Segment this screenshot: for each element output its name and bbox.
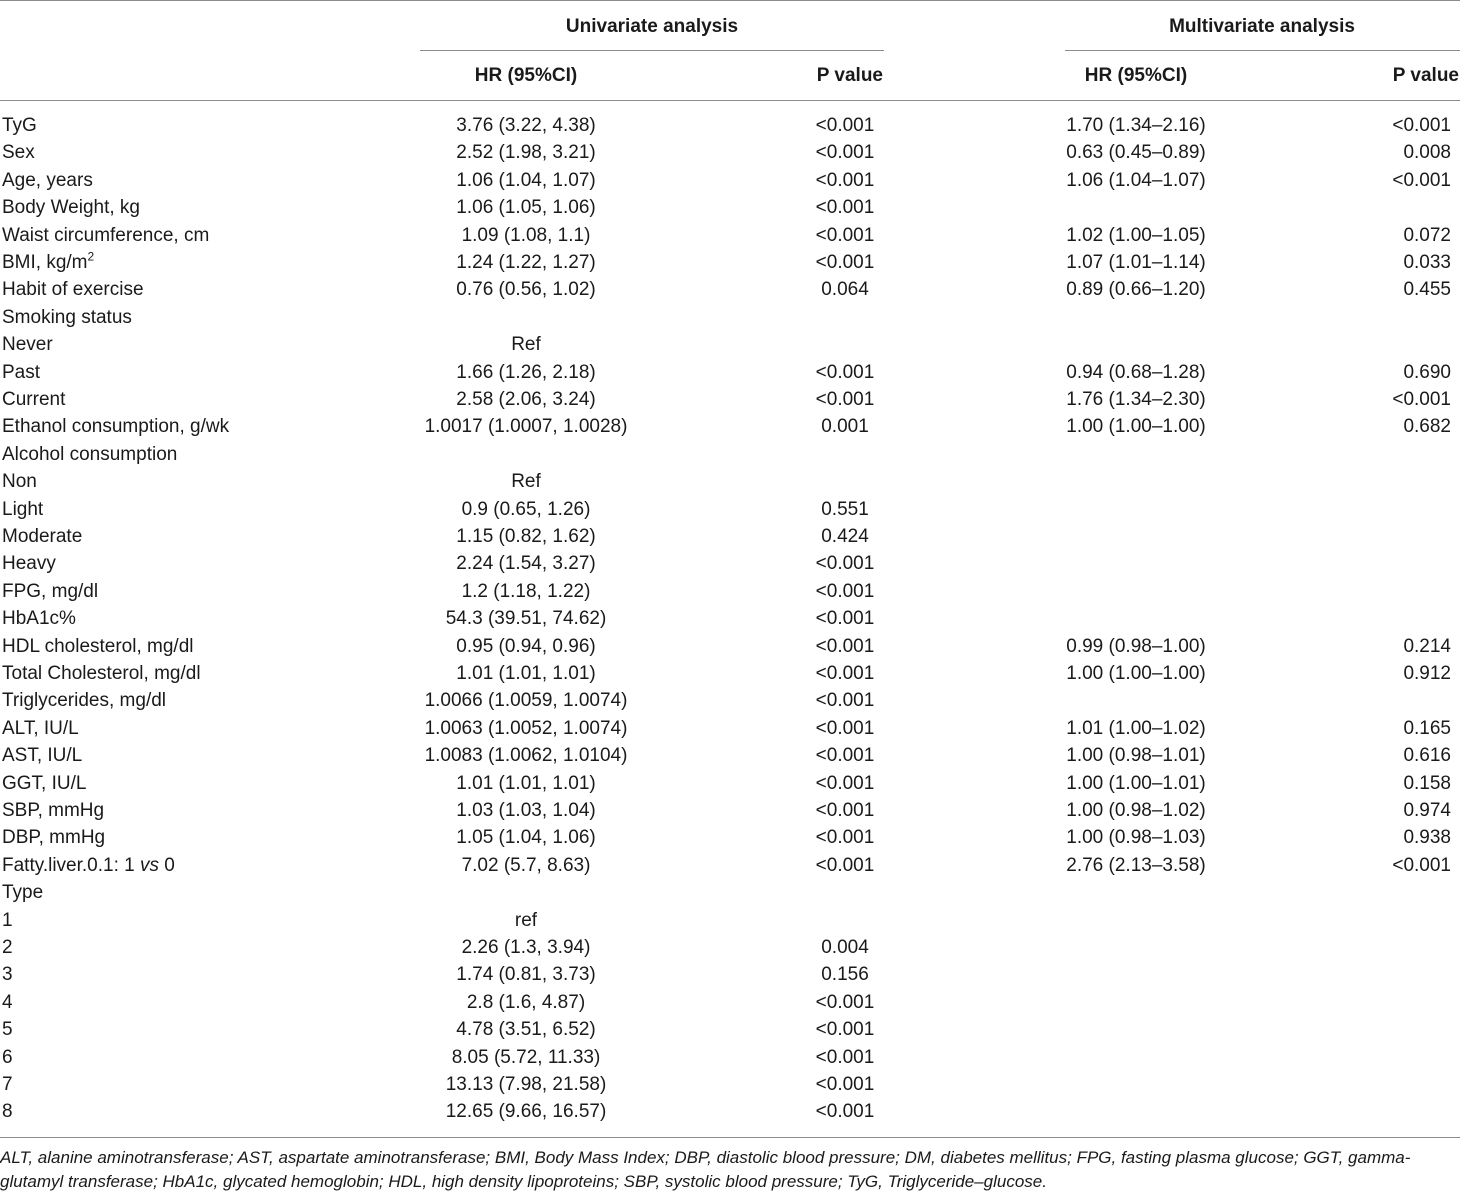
multivariate-hr-cell: 1.00 (1.00–1.01) <box>1066 772 1206 794</box>
row-label <box>2 553 56 575</box>
univariate-hr-cell: 54.3 (39.51, 74.62) <box>445 608 607 630</box>
univariate-hr-cell: 1.0066 (1.0059, 1.0074) <box>424 690 628 712</box>
univariate-hr-cell: 12.65 (9.66, 16.57) <box>445 1101 607 1123</box>
univariate-p-cell: <0.001 <box>815 197 875 219</box>
univariate-hr-cell: 4.78 (3.51, 6.52) <box>456 1019 596 1041</box>
row-label <box>2 142 35 164</box>
multivariate-hr-cell: 1.06 (1.04–1.07) <box>1066 169 1206 191</box>
multivariate-hr-cell: 1.07 (1.01–1.14) <box>1066 252 1206 273</box>
row-label <box>2 882 43 904</box>
bottom-rule <box>0 1137 1460 1138</box>
row-label <box>2 855 175 877</box>
row-label-text: SBP, mmHg <box>2 800 105 821</box>
row-label-text: 7 <box>2 1074 13 1095</box>
row-label-text: 5 <box>2 1019 13 1041</box>
row-label-text: 8 <box>2 1101 13 1123</box>
univariate-p-cell: 0.424 <box>821 526 869 547</box>
multivariate-hr-cell: 0.94 (0.68–1.28) <box>1066 361 1206 383</box>
multivariate-p-cell: 0.974 <box>1403 800 1451 821</box>
row-label <box>2 362 40 384</box>
top-rule <box>0 0 1460 1</box>
multivariate-p-cell: <0.001 <box>1392 389 1451 410</box>
univariate-hr-cell: 1.0083 (1.0062, 1.0104) <box>424 745 628 767</box>
row-label-superscript: 2 <box>87 249 95 264</box>
row-label <box>2 1047 13 1069</box>
univariate-p-cell: <0.001 <box>815 142 875 164</box>
univariate-hr-cell: 0.9 (0.65, 1.26) <box>461 498 591 520</box>
univariate-hr-cell: 1.06 (1.04, 1.07) <box>456 169 596 191</box>
multivariate-hr-cell: 1.00 (0.98–1.03) <box>1066 827 1206 849</box>
univariate-hr-cell: 0.95 (0.94, 0.96) <box>456 635 596 657</box>
univariate-hr-cell: ref <box>514 909 538 931</box>
multivariate-p-cell: 0.165 <box>1403 717 1451 739</box>
multivariate-p-cell: 0.455 <box>1403 279 1451 301</box>
multivariate-hr-cell: 1.70 (1.34–2.16) <box>1066 115 1206 136</box>
row-label <box>2 334 53 356</box>
univariate-hr-cell: 1.01 (1.01, 1.01) <box>456 772 596 794</box>
row-label-text: 6 <box>2 1046 13 1068</box>
univariate-hr-header: HR (95%CI) <box>474 65 578 86</box>
row-label <box>2 718 79 740</box>
row-label <box>2 279 144 301</box>
row-label <box>2 526 82 548</box>
univariate-hr-cell: 1.24 (1.22, 1.27) <box>456 252 596 273</box>
row-label <box>2 225 209 247</box>
univariate-p-cell: <0.001 <box>815 745 875 767</box>
univariate-hr-cell: 1.2 (1.18, 1.22) <box>461 580 591 602</box>
row-label-text: GGT, IU/L <box>2 772 87 794</box>
row-label-text: DBP, mmHg <box>2 827 106 849</box>
row-label-text: Total Cholesterol, mg/dl <box>2 663 201 684</box>
row-label-text: Past <box>2 361 41 383</box>
univariate-p-cell: <0.001 <box>815 389 875 410</box>
multivariate-p-cell: 0.690 <box>1403 361 1451 383</box>
row-label <box>2 745 82 767</box>
univariate-hr-cell: Ref <box>511 334 541 356</box>
row-label-text: Body Weight, kg <box>2 197 141 219</box>
univariate-p-cell: <0.001 <box>815 252 875 273</box>
row-label-italic: vs <box>139 854 159 876</box>
header-rule <box>0 100 1460 101</box>
row-label-text: Ethanol consumption, g/wk <box>2 416 230 438</box>
row-label <box>2 773 86 795</box>
row-label-text: Non <box>2 471 37 493</box>
multivariate-p-cell: 0.616 <box>1403 745 1451 767</box>
univariate-hr-cell: 8.05 (5.72, 11.33) <box>451 1046 601 1068</box>
row-label-text: ALT, IU/L <box>2 717 79 739</box>
univariate-hr-cell: 1.74 (0.81, 3.73) <box>456 964 596 986</box>
row-label-text: Fatty.liver.0.1: 1 <box>2 854 140 876</box>
row-label <box>2 690 166 712</box>
univariate-header: Univariate analysis <box>565 16 739 37</box>
univariate-p-cell: <0.001 <box>815 1101 875 1123</box>
multivariate-hr-header: HR (95%CI) <box>1084 65 1188 86</box>
row-label-text: Sex <box>2 142 35 164</box>
univariate-p-cell: 0.004 <box>821 937 869 958</box>
row-label <box>2 170 93 192</box>
univariate-p-cell: <0.001 <box>815 772 875 794</box>
univariate-p-header: P value <box>816 65 883 86</box>
univariate-hr-cell: 1.03 (1.03, 1.04) <box>456 800 596 821</box>
multivariate-p-cell: <0.001 <box>1392 115 1451 136</box>
univariate-p-cell: <0.001 <box>815 580 875 602</box>
univariate-hr-cell: 1.05 (1.04, 1.06) <box>456 827 596 849</box>
row-label <box>2 389 65 411</box>
univariate-hr-cell: 0.76 (0.56, 1.02) <box>456 279 596 301</box>
univariate-hr-cell: 2.52 (1.98, 3.21) <box>456 142 596 164</box>
univariate-p-cell: <0.001 <box>815 169 875 191</box>
univariate-p-cell: <0.001 <box>815 827 875 849</box>
row-label <box>2 1101 13 1123</box>
row-label <box>2 249 95 274</box>
univariate-hr-cell: 7.02 (5.7, 8.63) <box>461 854 591 876</box>
univariate-p-cell: 0.001 <box>821 416 869 438</box>
univariate-hr-cell: 2.58 (2.06, 3.24) <box>456 389 596 410</box>
multivariate-hr-cell: 0.63 (0.45–0.89) <box>1066 142 1206 164</box>
univariate-hr-cell: 1.15 (0.82, 1.62) <box>456 526 596 547</box>
univariate-hr-cell: 13.13 (7.98, 21.58) <box>445 1074 607 1095</box>
row-label-text: Light <box>2 498 44 520</box>
row-label-tail: 0 <box>158 854 175 876</box>
multivariate-hr-cell: 1.00 (0.98–1.01) <box>1066 745 1206 767</box>
row-label-text: Alcohol consumption <box>2 443 178 465</box>
univariate-p-cell: <0.001 <box>815 663 875 684</box>
univariate-p-cell: <0.001 <box>815 800 875 821</box>
univariate-hr-cell: 2.24 (1.54, 3.27) <box>456 553 596 575</box>
multivariate-hr-cell: 2.76 (2.13–3.58) <box>1066 854 1206 876</box>
row-label <box>2 416 229 438</box>
row-label <box>2 581 98 603</box>
univariate-p-cell: <0.001 <box>815 361 875 383</box>
univariate-hr-cell: 1.06 (1.05, 1.06) <box>456 197 596 219</box>
row-label <box>2 827 105 849</box>
multivariate-group-rule <box>1065 50 1460 51</box>
row-label <box>2 964 13 986</box>
univariate-hr-cell: 2.26 (1.3, 3.94) <box>461 937 591 958</box>
row-label <box>2 444 177 466</box>
univariate-p-cell: 0.551 <box>821 498 869 520</box>
multivariate-hr-cell: 1.01 (1.00–1.02) <box>1066 717 1206 739</box>
row-label-text: Current <box>2 389 66 410</box>
multivariate-p-cell: <0.001 <box>1392 854 1451 876</box>
multivariate-hr-cell: 0.99 (0.98–1.00) <box>1066 635 1206 657</box>
univariate-hr-cell: 1.66 (1.26, 2.18) <box>456 361 596 383</box>
row-label-text: 3 <box>2 964 13 986</box>
multivariate-p-cell: 0.008 <box>1403 142 1451 164</box>
row-label <box>2 197 140 219</box>
univariate-hr-cell: 1.0063 (1.0052, 1.0074) <box>424 717 628 739</box>
univariate-p-cell: <0.001 <box>815 635 875 657</box>
multivariate-hr-cell: 0.89 (0.66–1.20) <box>1066 279 1206 301</box>
univariate-p-cell: <0.001 <box>815 854 875 876</box>
univariate-p-cell: 0.064 <box>821 279 869 301</box>
univariate-hr-cell: 1.09 (1.08, 1.1) <box>461 224 591 246</box>
univariate-hr-cell: 1.01 (1.01, 1.01) <box>456 663 596 684</box>
row-label-text: Moderate <box>2 526 83 547</box>
row-label <box>2 115 37 137</box>
row-label-text: Heavy <box>2 553 56 575</box>
multivariate-p-cell: 0.682 <box>1403 416 1451 438</box>
row-label <box>2 937 13 959</box>
row-label <box>2 499 43 521</box>
footnote: ALT, alanine aminotransferase; AST, aspartate aminotransferase; BMI, Body Mass Index; DBP, diastolic blood pressure; DM, diabetes mellitus; FPG, fasting plasma glucose; GGT, gamma-glutamyl transferase; HbA1c, glycated hemoglobin; HDL, high density lipoproteins; SBP, systolic blood pressure; TyG, Triglyceride–glucose. <box>0 1148 1411 1191</box>
multivariate-p-header: P value <box>1392 65 1459 86</box>
univariate-p-cell: <0.001 <box>815 717 875 739</box>
row-label <box>2 636 193 658</box>
row-label <box>2 307 132 329</box>
row-label <box>2 992 13 1014</box>
row-label-text: 4 <box>2 991 13 1013</box>
row-label <box>2 800 104 822</box>
row-label <box>2 471 37 493</box>
multivariate-p-cell: 0.033 <box>1403 252 1451 273</box>
multivariate-p-cell: 0.938 <box>1403 827 1451 849</box>
univariate-p-cell: <0.001 <box>815 115 875 136</box>
row-label <box>2 1019 13 1041</box>
univariate-p-cell: <0.001 <box>815 690 875 712</box>
multivariate-hr-cell: 1.76 (1.34–2.30) <box>1066 389 1206 410</box>
multivariate-p-cell: <0.001 <box>1392 169 1451 191</box>
univariate-p-cell: <0.001 <box>815 991 875 1013</box>
multivariate-p-cell: 0.214 <box>1403 635 1451 657</box>
row-label-text: AST, IU/L <box>2 745 83 767</box>
row-label <box>2 910 13 932</box>
row-label-text: BMI, kg/m <box>2 252 88 273</box>
univariate-p-cell: <0.001 <box>815 224 875 246</box>
row-label-text: HbA1c% <box>2 608 76 630</box>
univariate-p-cell: 0.156 <box>821 964 869 986</box>
multivariate-p-cell: 0.158 <box>1403 772 1451 794</box>
row-label-text: HDL cholesterol, mg/dl <box>2 635 194 657</box>
univariate-hr-cell: Ref <box>511 471 541 493</box>
univariate-hr-cell: 3.76 (3.22, 4.38) <box>456 115 596 136</box>
row-label-text: Smoking status <box>2 306 132 328</box>
multivariate-hr-cell: 1.00 (1.00–1.00) <box>1066 416 1206 438</box>
univariate-group-rule <box>420 50 884 51</box>
row-label-text: Triglycerides, mg/dl <box>2 690 167 712</box>
row-label <box>2 608 76 630</box>
univariate-hr-cell: 2.8 (1.6, 4.87) <box>466 991 586 1013</box>
row-label-text: Habit of exercise <box>2 279 144 301</box>
multivariate-p-cell: 0.072 <box>1403 224 1451 246</box>
multivariate-hr-cell: 1.00 (1.00–1.00) <box>1066 663 1206 684</box>
row-label-text: FPG, mg/dl <box>2 580 99 602</box>
multivariate-p-cell: 0.912 <box>1403 663 1451 684</box>
row-label <box>2 663 201 685</box>
univariate-p-cell: <0.001 <box>815 1046 875 1068</box>
multivariate-hr-cell: 1.02 (1.00–1.05) <box>1066 224 1206 246</box>
multivariate-header: Multivariate analysis <box>1169 16 1355 37</box>
univariate-p-cell: <0.001 <box>815 1074 875 1095</box>
row-label-text: 2 <box>2 937 13 958</box>
row-label <box>2 1074 13 1096</box>
row-label-text: TyG <box>2 115 37 136</box>
univariate-hr-cell: 1.0017 (1.0007, 1.0028) <box>424 416 628 438</box>
row-label-text: Age, years <box>2 169 93 191</box>
row-label-text: Waist circumference, cm <box>2 224 210 246</box>
multivariate-hr-cell: 1.00 (0.98–1.02) <box>1066 800 1206 821</box>
univariate-p-cell: <0.001 <box>815 553 875 575</box>
row-label-text: Never <box>2 334 53 356</box>
univariate-p-cell: <0.001 <box>815 1019 875 1041</box>
row-label-text: Type <box>2 882 44 904</box>
row-label-text: 1 <box>2 909 13 931</box>
univariate-p-cell: <0.001 <box>815 608 875 630</box>
